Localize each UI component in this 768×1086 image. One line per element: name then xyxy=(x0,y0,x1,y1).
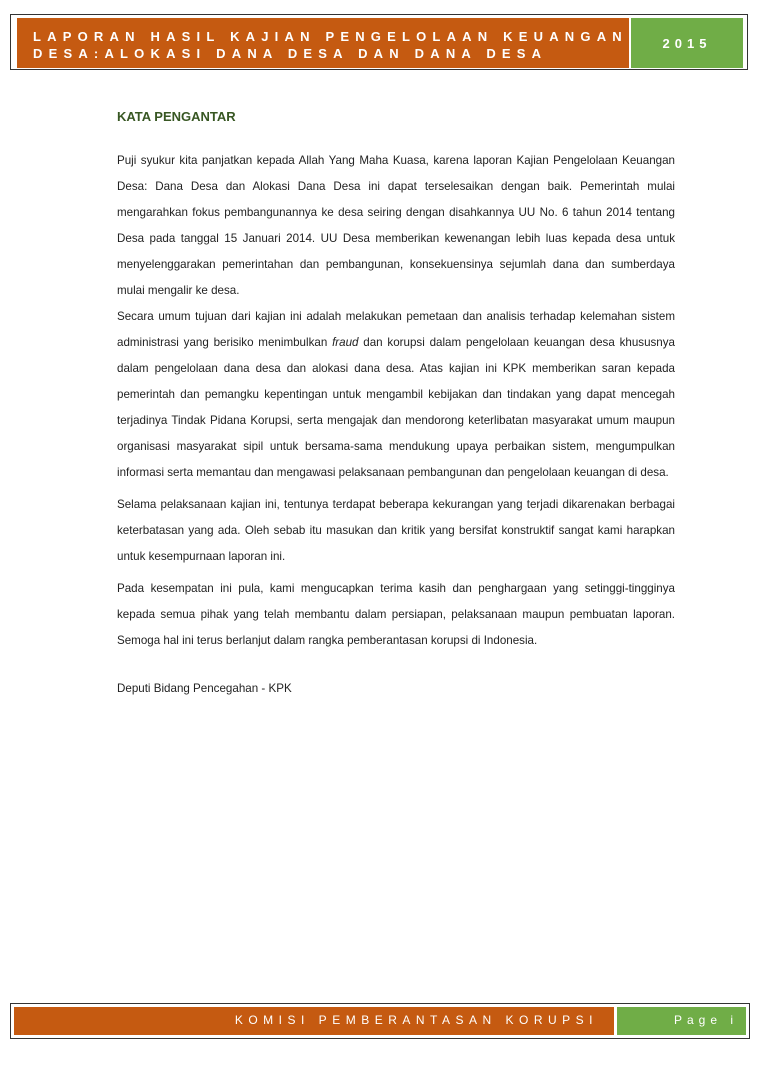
paragraph-thanks: Pada kesempatan ini pula, kami mengucapkan terima kasih dan penghargaan yang setinggi-tingginya kepada semua pihak yang telah membantu dalam persiapan, pelaksanaan maupun pembuatan laporan. Semoga hal ini terus berlanjut dalam rangka pemberantasan korupsi di Indonesia. xyxy=(117,582,675,647)
report-title-line-1: LAPORAN HASIL KAJIAN PENGELOLAAN KEUANGAN xyxy=(33,29,628,44)
report-title-line-2: DESA:ALOKASI DANA DESA DAN DANA DESA xyxy=(33,46,548,61)
paragraph-purpose xyxy=(117,304,675,486)
signature: Deputi Bidang Pencegahan - KPK xyxy=(117,682,292,695)
footer-organization: KOMISI PEMBERANTASAN KORUPSI xyxy=(14,1007,614,1035)
report-year: 2015 xyxy=(631,18,743,68)
report-title xyxy=(17,18,629,68)
document-body xyxy=(117,148,675,702)
page-number: Page i xyxy=(617,1007,746,1035)
section-heading: KATA PENGANTAR xyxy=(117,109,236,124)
paragraph-limitations: Selama pelaksanaan kajian ini, tentunya terdapat beberapa kekurangan yang terjadi dikarenakan berbagai keterbatasan yang ada. Oleh sebab itu masukan dan kritik yang bersifat konstruktif sangat kami harapkan untuk kesempurnaan laporan ini. xyxy=(117,498,675,563)
purpose-term-fraud: fraud xyxy=(332,336,359,349)
purpose-text-end: dan korupsi dalam pengelolaan keuangan desa khususnya dalam pengelolaan dana desa dan alokasi dana desa. Atas kajian ini KPK memberikan saran kepada pemerintah dan pemangku kepentingan untuk mengambil kebijakan dan tindakan yang dapat mencegah terjadinya Tindak Pidana Korupsi, serta mengajak dan mendorong keterlibatan masyarakat umum maupun organisasi masyarakat sipil untuk bersama-sama mendukung upaya perbaikan sistem, mengumpulkan informasi serta memantau dan mengawasi pelaksanaan pembangunan dan pengelolaan keuangan di desa. xyxy=(117,336,676,479)
purpose-text-start: Secara umum tujuan dari kajian ini adalah melakukan pemetaan dan analisis terhadap kelemahan sistem administrasi yang berisiko menimbulkan xyxy=(117,310,675,349)
paragraph-intro: Puji syukur kita panjatkan kepada Allah Yang Maha Kuasa, karena laporan Kajian Pengelolaan Keuangan Desa: Dana Desa dan Alokasi Dana Desa ini dapat terselesaikan dengan baik. Pemerintah mulai mengarahkan fokus pembangunannya ke desa seiring dengan disahkannya UU No. 6 tahun 2014 tentang Desa pada tanggal 15 Januari 2014. UU Desa memberikan kewenangan lebih luas kepada desa untuk menyelenggarakan pemerintahan dan pembangunan, konsekuensinya sejumlah dana dan sumberdaya mulai mengalir ke desa. xyxy=(117,154,675,297)
